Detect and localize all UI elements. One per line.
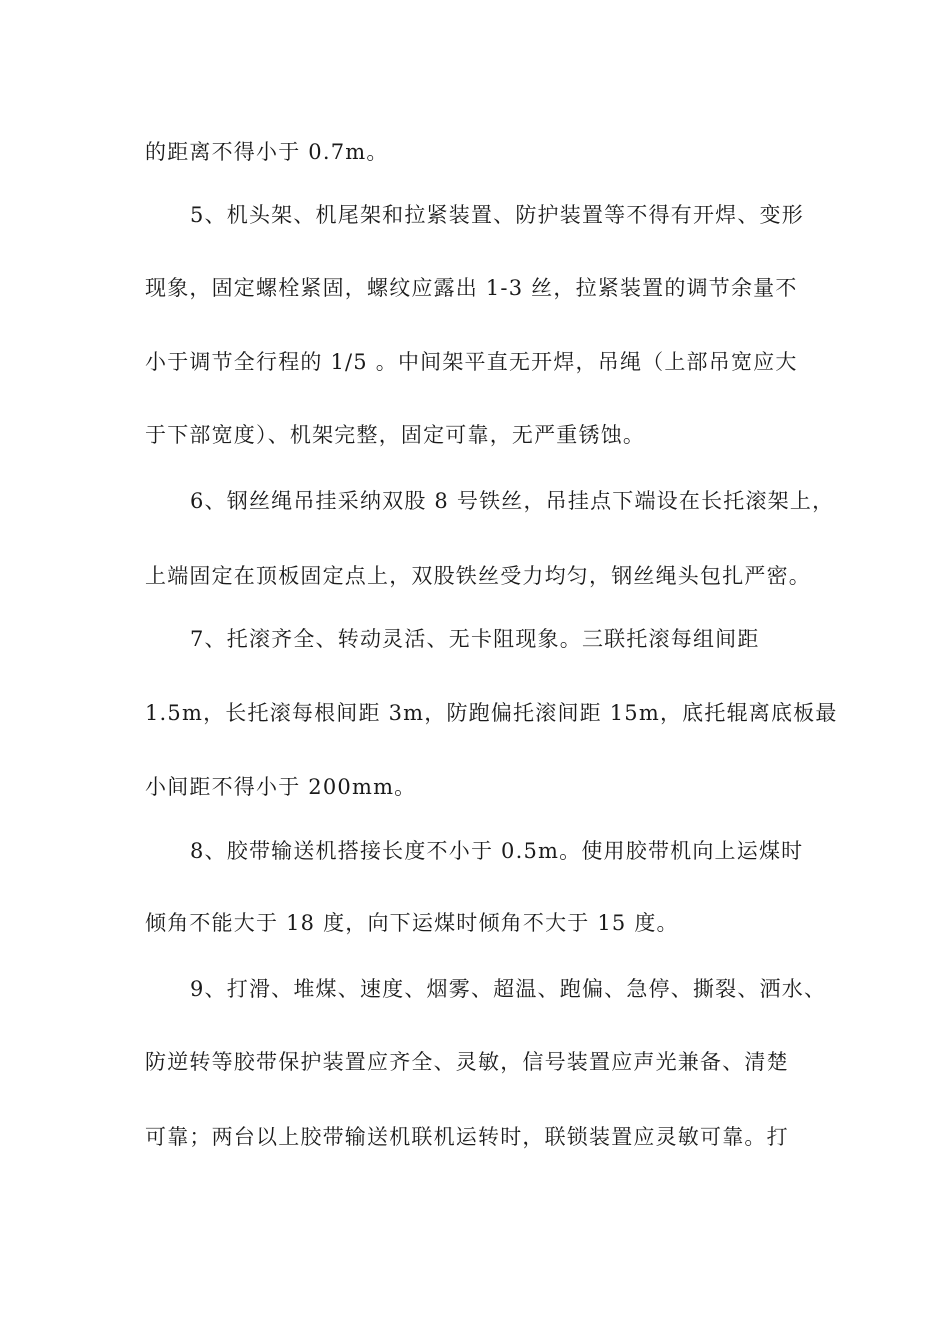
text-line: 现象，固定螺栓紧固，螺纹应露出 1-3 丝，拉紧装置的调节余量不 [145, 276, 798, 300]
text-line: 8、胶带输送机搭接长度不小于 0.5m。使用胶带机向上运煤时 [190, 839, 804, 863]
text-line: 小于调节全行程的 1/5 。中间架平直无开焊，吊绳（上部吊宽应大 [145, 350, 798, 374]
text-line: 上端固定在顶板固定点上，双股铁丝受力均匀，钢丝绳头包扎严密。 [145, 564, 811, 588]
text-line: 小间距不得小于 200mm。 [145, 775, 417, 799]
text-line: 于下部宽度）、机架完整，固定可靠，无严重锈蚀。 [145, 423, 646, 447]
text-line: 7、托滚齐全、转动灵活、无卡阻现象。三联托滚每组间距 [190, 627, 760, 651]
text-line: 可靠；两台以上胶带输送机联机运转时，联锁装置应灵敏可靠。打 [145, 1125, 789, 1149]
text-line: 倾角不能大于 18 度，向下运煤时倾角不大于 15 度。 [145, 911, 679, 935]
text-line: 防逆转等胶带保护装置应齐全、灵敏，信号装置应声光兼备、清楚 [145, 1050, 789, 1074]
text-line: 6、钢丝绳吊挂采纳双股 8 号铁丝，吊挂点下端设在长托滚架上， [190, 489, 835, 513]
text-line: 的距离不得小于 0.7m。 [145, 140, 389, 164]
text-line: 9、打滑、堆煤、速度、烟雾、超温、跑偏、急停、撕裂、洒水、 [190, 977, 827, 1001]
text-line: 5、机头架、机尾架和拉紧装置、防护装置等不得有开焊、变形 [190, 203, 804, 227]
text-line: 1.5m，长托滚每根间距 3m，防跑偏托滚间距 15m，底托辊离底板最 [145, 701, 838, 725]
